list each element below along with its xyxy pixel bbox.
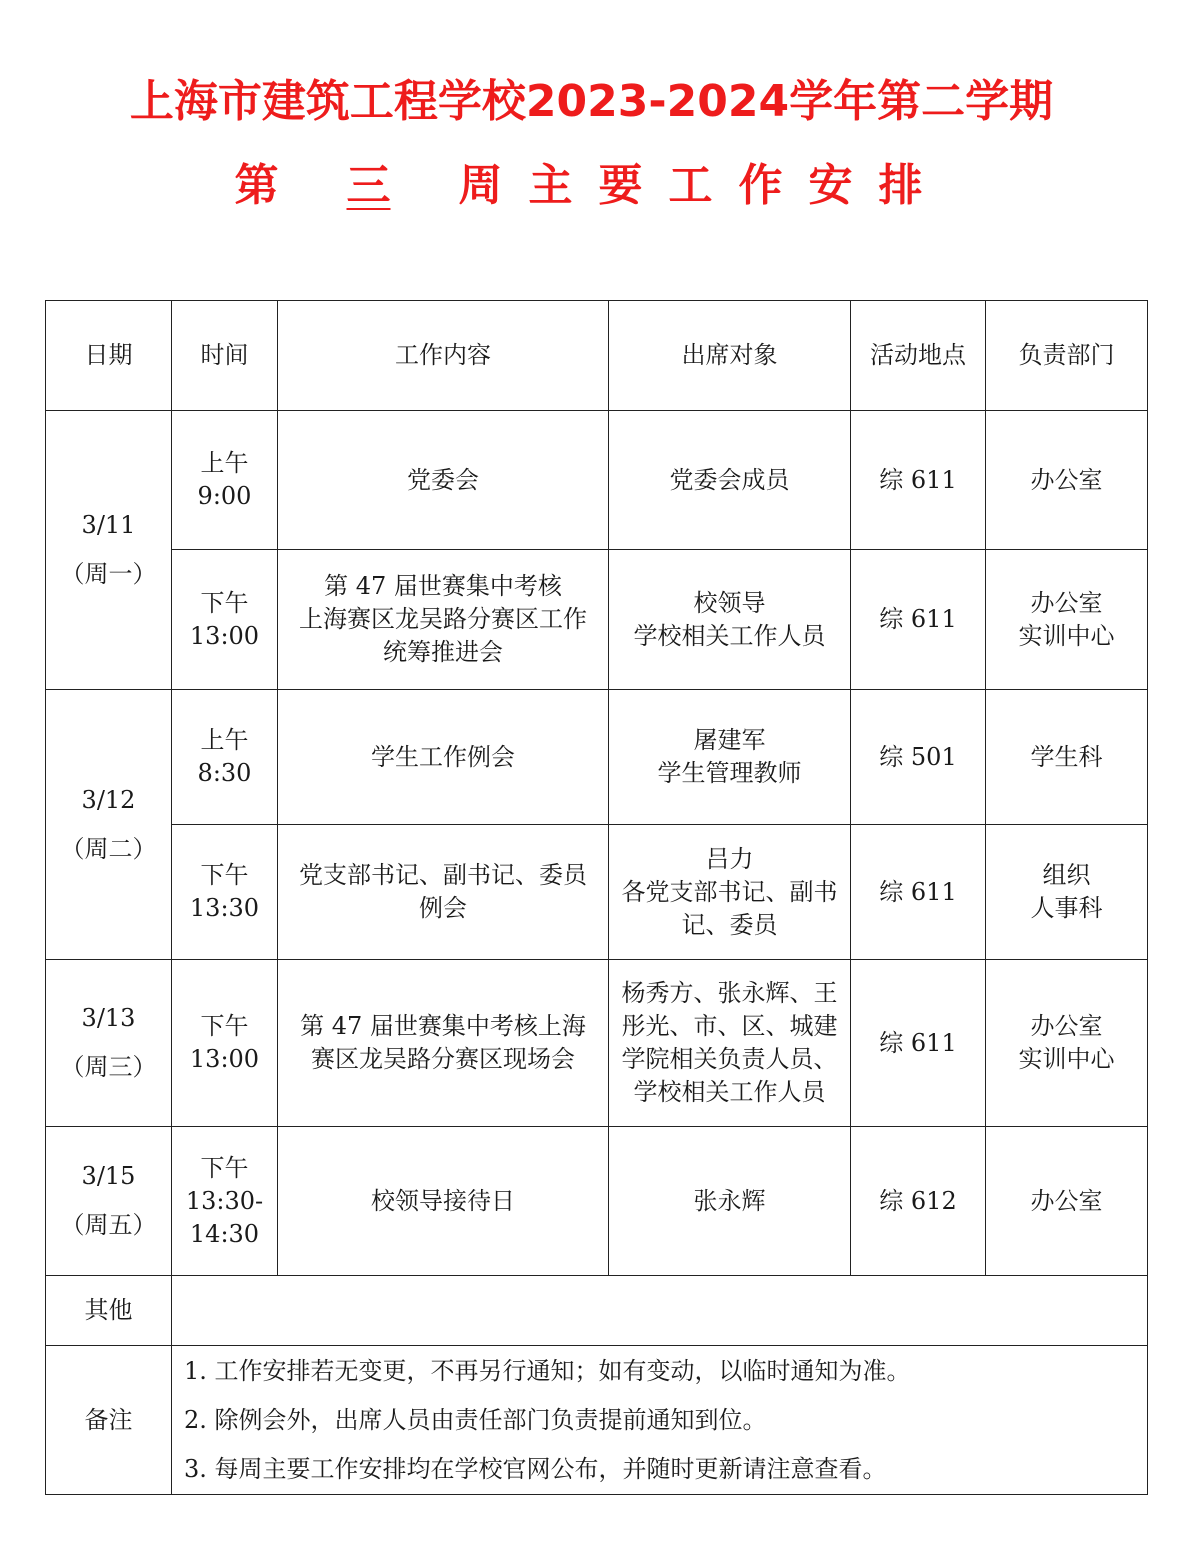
content-cell	[278, 690, 609, 825]
attendees-cell	[609, 825, 851, 960]
attendees-cell	[609, 411, 851, 550]
attendees-line: 杨秀方、张永辉、王	[621, 979, 838, 1007]
dept-line: 办公室	[1030, 1012, 1103, 1040]
location-cell: 综 612	[851, 1127, 986, 1276]
week-number: 三	[346, 160, 391, 211]
note-item: 3. 每周主要工作安排均在学校官网公布，并随时更新请注意查看。	[184, 1454, 887, 1483]
content-line: 例会	[419, 894, 467, 922]
header-date: 日期	[46, 301, 172, 411]
dept-cell	[986, 825, 1148, 960]
dept-line: 实训中心	[1018, 1045, 1115, 1073]
attendees-cell	[609, 550, 851, 690]
attendees-line: 学院相关负责人员、	[621, 1045, 838, 1073]
time-period: 下午	[200, 1012, 249, 1040]
weekday-value: （周三）	[60, 1053, 157, 1081]
time-value: 13:00	[189, 621, 260, 650]
dept-line: 学生科	[1030, 742, 1103, 771]
time-period: 下午	[200, 1153, 249, 1182]
content-line: 第 47 届世赛集中考核上海	[300, 1012, 586, 1040]
weekday-value: （周二）	[60, 834, 157, 863]
header-location: 活动地点	[851, 301, 986, 411]
notes-cell	[172, 1346, 1148, 1495]
dept-cell	[986, 690, 1148, 825]
time-value: 9:00	[197, 482, 252, 510]
attendees-line: 吕力	[705, 844, 754, 873]
date-cell	[46, 1127, 172, 1276]
time-cell	[172, 550, 278, 690]
time-period: 上午	[200, 449, 249, 477]
content-line: 统筹推进会	[383, 638, 503, 666]
time-period: 下午	[200, 588, 249, 617]
content-line: 党支部书记、副书记、委员	[299, 861, 587, 889]
date-value: 3/15	[81, 1162, 136, 1190]
time-period: 下午	[200, 861, 249, 889]
date-value: 3/12	[81, 785, 136, 814]
document-title: 上海市建筑工程学校2023-2024学年第二学期	[129, 76, 1054, 127]
attendees-line: 张永辉	[693, 1186, 766, 1215]
table-row	[46, 550, 1148, 690]
table-row	[46, 1127, 1148, 1276]
header-content: 工作内容	[278, 301, 609, 411]
time-cell	[172, 411, 278, 550]
content-cell	[278, 1127, 609, 1276]
content-line: 党委会	[407, 465, 479, 494]
attendees-line: 彤光、市、区、城建	[621, 1012, 838, 1040]
dept-cell	[986, 1127, 1148, 1276]
table-row	[46, 690, 1148, 825]
time-cell	[172, 960, 278, 1127]
time-value: 13:30	[189, 894, 260, 922]
attendees-cell	[609, 960, 851, 1127]
dept-line: 实训中心	[1018, 621, 1115, 650]
document-subtitle	[0, 156, 1183, 216]
header-dept: 负责部门	[986, 301, 1148, 411]
weekday-value: （周一）	[60, 560, 157, 588]
content-cell	[278, 550, 609, 690]
dept-line: 人事科	[1030, 894, 1103, 922]
content-cell	[278, 825, 609, 960]
time-cell	[172, 825, 278, 960]
notes-label: 备注	[46, 1346, 172, 1495]
header-row	[46, 301, 1148, 411]
dept-cell	[986, 960, 1148, 1127]
attendees-line: 学校相关工作人员	[633, 1078, 826, 1106]
location-cell: 综 611	[851, 825, 986, 960]
time-cell	[172, 690, 278, 825]
dept-line: 组织	[1042, 861, 1091, 889]
attendees-line: 校领导	[693, 588, 766, 617]
time-value: 14:30	[189, 1219, 260, 1248]
attendees-line: 党委会成员	[669, 465, 790, 494]
dept-cell	[986, 550, 1148, 690]
notes-row	[46, 1346, 1148, 1495]
note-item: 2. 除例会外，出席人员由责任部门负责提前通知到位。	[184, 1405, 767, 1434]
other-label: 其他	[46, 1276, 172, 1346]
weekday-value: （周五）	[60, 1211, 157, 1239]
attendees-cell	[609, 1127, 851, 1276]
attendees-cell	[609, 690, 851, 825]
time-value: 13:30-	[185, 1186, 264, 1215]
content-line: 第 47 届世赛集中考核	[324, 572, 562, 600]
time-cell	[172, 1127, 278, 1276]
content-line: 赛区龙吴路分赛区现场会	[311, 1045, 575, 1073]
time-value: 8:30	[197, 759, 252, 787]
content-cell	[278, 960, 609, 1127]
attendees-line: 学校相关工作人员	[633, 621, 826, 650]
header-attendees: 出席对象	[609, 301, 851, 411]
content-cell	[278, 411, 609, 550]
subtitle-prefix: 第	[234, 160, 279, 211]
dept-line: 办公室	[1030, 465, 1103, 494]
table-row	[46, 411, 1148, 550]
other-row	[46, 1276, 1148, 1346]
location-cell: 综 501	[851, 690, 986, 825]
date-cell	[46, 960, 172, 1127]
date-cell	[46, 411, 172, 690]
attendees-line: 屠建军	[693, 726, 766, 754]
location-cell: 综 611	[851, 550, 986, 690]
date-value: 3/13	[81, 1004, 136, 1032]
location-cell: 综 611	[851, 411, 986, 550]
table-row	[46, 825, 1148, 960]
other-value	[172, 1276, 1148, 1346]
header-time: 时间	[172, 301, 278, 411]
date-cell	[46, 690, 172, 960]
location-cell: 综 611	[851, 960, 986, 1127]
content-line: 学生工作例会	[371, 742, 515, 771]
note-item: 1. 工作安排若无变更，不再另行通知；如有变动，以临时通知为准。	[184, 1356, 911, 1385]
schedule-table	[45, 300, 1148, 1495]
time-value: 13:00	[189, 1045, 260, 1073]
table-row	[46, 960, 1148, 1127]
time-period: 上午	[200, 726, 249, 754]
content-line: 上海赛区龙吴路分赛区工作	[299, 605, 587, 633]
attendees-line: 各党支部书记、副书	[621, 877, 838, 906]
content-line: 校领导接待日	[371, 1186, 515, 1215]
dept-line: 办公室	[1030, 1186, 1103, 1215]
attendees-line: 记、委员	[681, 910, 778, 939]
date-value: 3/11	[81, 511, 136, 539]
dept-line: 办公室	[1030, 588, 1103, 617]
dept-cell	[986, 411, 1148, 550]
attendees-line: 学生管理教师	[657, 759, 802, 787]
subtitle-suffix: 周主要工作安排	[458, 160, 949, 211]
